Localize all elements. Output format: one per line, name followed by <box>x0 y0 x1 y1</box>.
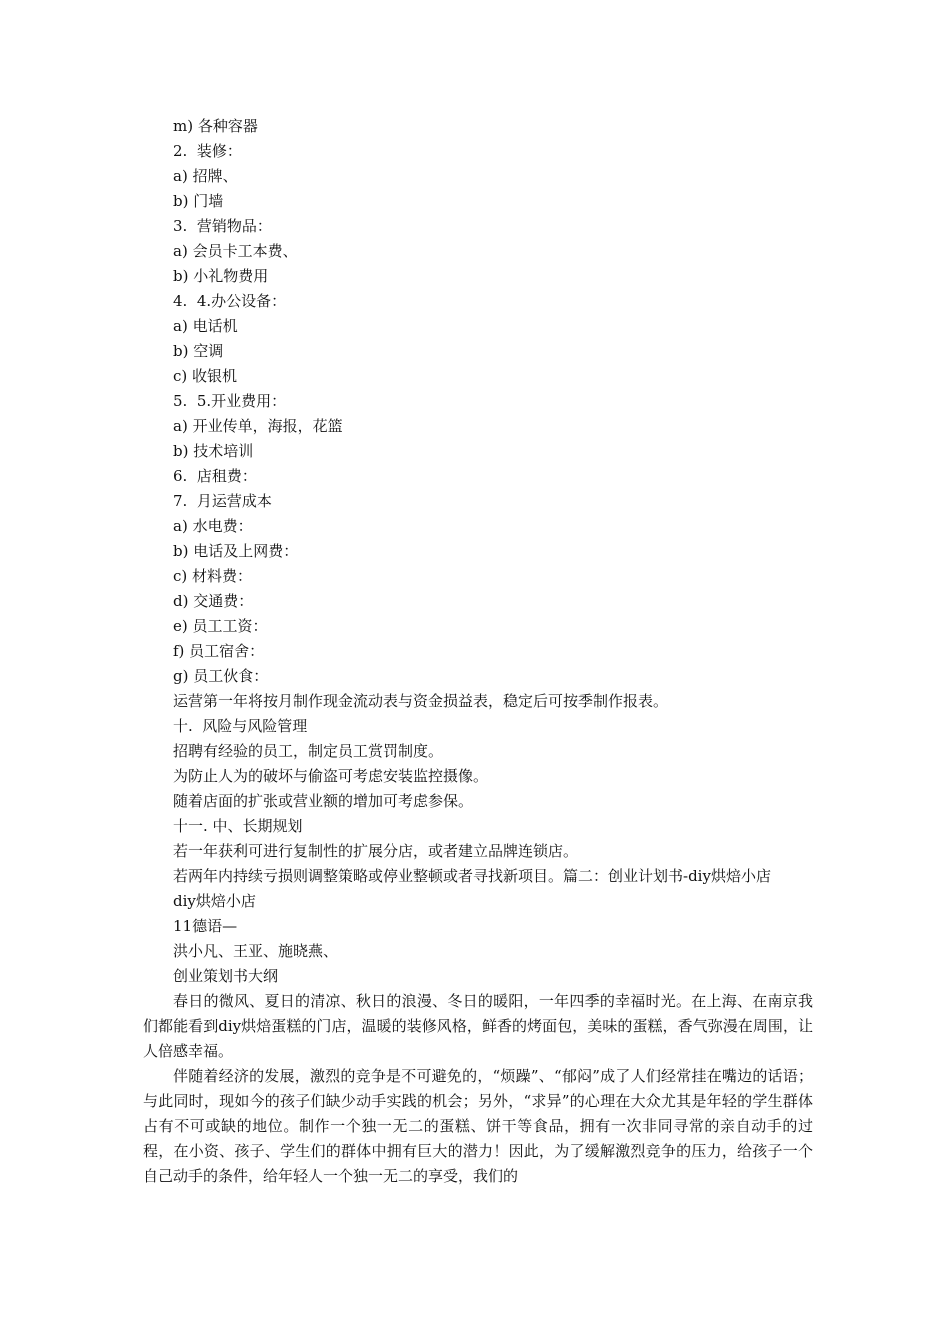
list-item-training: b) 技术培训 <box>173 442 254 460</box>
text-line-insurance: 随着店面的扩张或营业额的增加可考虑参保。 <box>173 792 474 810</box>
text-line-hiring: 招聘有经验的员工，制定员工赏罚制度。 <box>173 742 444 760</box>
list-item-meals: g) 员工伙食： <box>173 667 269 685</box>
list-item-transport: d) 交通费： <box>173 592 254 610</box>
document-page <box>143 114 813 1189</box>
author-names: 洪小凡、王亚、施晓燕、 <box>173 942 339 960</box>
list-item-office-equipment: 4. 4.办公设备： <box>173 292 287 310</box>
list-item-utilities: a) 水电费： <box>173 517 253 535</box>
text-line-surveillance: 为防止人为的破坏与偷盗可考虑安装监控摄像。 <box>173 767 489 785</box>
list-item-door-wall: b) 门墙 <box>173 192 224 210</box>
list-item-monthly-cost: 7. 月运营成本 <box>173 492 272 510</box>
list-item-materials: c) 材料费： <box>173 567 253 585</box>
list-item-marketing: 3. 营销物品： <box>173 217 272 235</box>
list-item-wages: e) 员工工资： <box>173 617 268 635</box>
doc-title: diy烘焙小店 <box>173 892 256 910</box>
list-item-rent: 6. 店租费： <box>173 467 257 485</box>
list-item-signboard: a) 招牌、 <box>173 167 238 185</box>
outline-heading: 创业策划书大纲 <box>173 967 279 985</box>
list-item-member-card: a) 会员卡工本费、 <box>173 242 298 260</box>
list-item-opening-costs: 5. 5.开业费用： <box>173 392 287 410</box>
class-name: 11德语— <box>173 917 238 935</box>
list-item-cash-register: c) 收银机 <box>173 367 238 385</box>
list-item-dormitory: f) 员工宿舍： <box>173 642 265 660</box>
list-item-decoration: 2. 装修： <box>173 142 242 160</box>
paragraph-losses: 若两年内持续亏损则调整策略或停业整顿或者寻找新项目。篇二：创业计划书-diy烘焙小店 <box>173 867 771 885</box>
text-line-expansion: 若一年获利可进行复制性的扩展分店，或者建立品牌连锁店。 <box>173 842 579 860</box>
section-heading-planning: 十一. 中、长期规划 <box>173 817 303 835</box>
section-heading-risk: 十. 风险与风险管理 <box>173 717 308 735</box>
paragraph-seasons: 春日的微风、夏日的清凉、秋日的浪漫、冬日的暖阳，一年四季的幸福时光。在上海、在南京我们都能看到diy烘焙蛋糕的门店，温暖的装修风格，鲜香的烤面包，美味的蛋糕，香气弥漫在周围，让人倍感幸福。 <box>143 992 813 1060</box>
list-item-telephone: a) 电话机 <box>173 317 238 335</box>
list-item-phone-internet: b) 电话及上网费： <box>173 542 299 560</box>
text-line-cashflow: 运营第一年将按月制作现金流动表与资金损益表，稳定后可按季制作报表。 <box>173 692 669 710</box>
list-item-air-conditioner: b) 空调 <box>173 342 224 360</box>
list-item-containers: m) 各种容器 <box>173 117 258 135</box>
paragraph-competition: 伴随着经济的发展，激烈的竞争是不可避免的，“烦躁”、“郁闷”成了人们经常挂在嘴边的话语；与此同时，现如今的孩子们缺少动手实践的机会；另外，“求异”的心理在大众尤其是年轻的学生群体占有不可或缺的地位。制作一个独一无二的蛋糕、饼干等食品，拥有一次非同寻常的亲自动手的过程，在小资、孩子、学生们的群体中拥有巨大的潜力！因此，为了缓解激烈竞争的压力，给孩子一个自己动手的条件，给年轻人一个独一无二的享受，我们的 <box>143 1067 813 1185</box>
list-item-flyers: a) 开业传单，海报，花篮 <box>173 417 343 435</box>
list-item-gifts: b) 小礼物费用 <box>173 267 269 285</box>
